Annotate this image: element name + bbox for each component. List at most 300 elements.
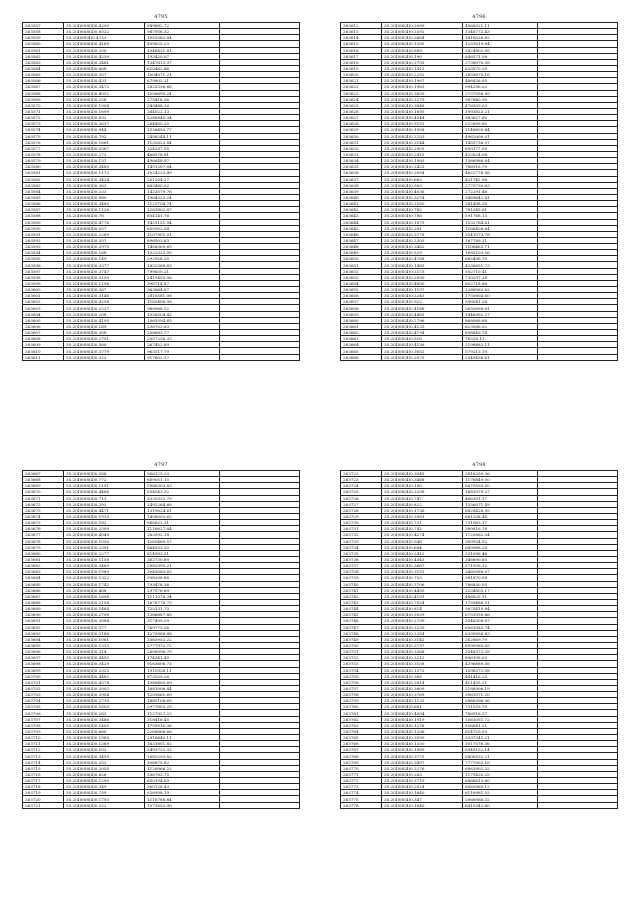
- row-code-cell: 35.2(4)0S(4)0.3153: [382, 569, 463, 575]
- row-amount-cell: 1386986.64: [463, 158, 538, 164]
- row-amount-cell: 1423579.76: [145, 188, 220, 194]
- row-amount-cell: 1676776.75: [145, 599, 220, 605]
- row-code-cell: 35.2(4)0S(4)0.2276: [382, 765, 463, 771]
- row-id-cell: 263558: [23, 29, 64, 35]
- row-code-cell: 35.2(4)0S8(4)0.4471: [64, 507, 145, 513]
- row-amount-cell: 466825.11: [463, 593, 538, 599]
- empty-cell: [538, 802, 618, 808]
- row-id-cell: 263615: [341, 41, 382, 47]
- row-code-cell: 35.2(4)0S8(4)0.1061: [64, 636, 145, 642]
- row-code-cell: 35.2(4)0S(4)0.2253: [382, 133, 463, 139]
- row-amount-cell: 2234803.17: [463, 587, 538, 593]
- row-code-cell: 35.2(4)0S8(4)0.1603: [64, 704, 145, 710]
- row-amount-cell: 6673593.50: [463, 483, 538, 489]
- row-amount-cell: 362730.89: [145, 556, 220, 562]
- row-code-cell: 35.2(4)0S8(4)0.351: [64, 237, 145, 243]
- row-id-cell: 263645: [341, 225, 382, 231]
- row-id-cell: 263583: [23, 182, 64, 188]
- row-amount-cell: 2549436.61: [463, 354, 538, 360]
- row-code-cell: 35.2(4)0S8(4)0.2002: [64, 685, 145, 691]
- table-title: 4796: [472, 14, 486, 20]
- row-id-cell: 263759: [341, 698, 382, 704]
- row-id-cell: 263584: [23, 188, 64, 194]
- row-amount-cell: 2816259.36: [463, 471, 538, 477]
- row-id-cell: 263606: [23, 323, 64, 329]
- row-amount-cell: 308206.86: [145, 575, 220, 581]
- row-code-cell: 35.2(4)0S(4)0.4136: [382, 342, 463, 348]
- row-code-cell: 35.2(4)0S8(4)0.2391: [64, 544, 145, 550]
- row-code-cell: 35.2(4)0S8(4)0.1369: [64, 741, 145, 747]
- row-amount-cell: 7777003.16: [463, 759, 538, 765]
- row-code-cell: 35.2(4)0S8(4)0.960: [64, 194, 145, 200]
- row-amount-cell: 6561083.74: [463, 624, 538, 630]
- row-code-cell: 35.2(4)0S8(4)0.367: [64, 287, 145, 293]
- row-amount-cell: 906129.20: [145, 471, 220, 477]
- row-amount-cell: 1964323.24: [145, 194, 220, 200]
- row-code-cell: 35.2(4)0S(4)0.388: [382, 673, 463, 679]
- row-code-cell: 35.2(4)0S8(4)0.1313: [64, 642, 145, 648]
- row-amount-cell: 926998.19: [145, 790, 220, 796]
- row-amount-cell: 1682293.82: [145, 753, 220, 759]
- row-code-cell: 35.2(4)0S(4)0.3468: [382, 477, 463, 483]
- row-id-cell: 263631: [341, 139, 382, 145]
- row-id-cell: 263762: [341, 716, 382, 722]
- row-id-cell: 263611: [23, 354, 64, 360]
- row-id-cell: 263705: [23, 704, 64, 710]
- row-amount-cell: 1759486.51: [463, 599, 538, 605]
- row-amount-cell: 846571.58: [463, 53, 538, 59]
- row-amount-cell: 917602.37: [145, 354, 220, 360]
- row-id-cell: 263677: [23, 532, 64, 538]
- row-amount-cell: 623586.52: [463, 323, 538, 329]
- row-amount-cell: 264022.13: [145, 108, 220, 114]
- row-amount-cell: 987640.30: [463, 96, 538, 102]
- row-id-cell: 263710: [23, 735, 64, 741]
- row-code-cell: 35.2(4)0S(4)0.2412: [382, 550, 463, 556]
- row-amount-cell: 879802.21: [145, 78, 220, 84]
- row-id-cell: 263612: [341, 23, 382, 29]
- row-id-cell: 263658: [341, 305, 382, 311]
- row-code-cell: 35.2(4)0S(4)0.681: [382, 704, 463, 710]
- row-amount-cell: 486826.05: [463, 78, 538, 84]
- row-id-cell: 263738: [341, 569, 382, 575]
- row-code-cell: 35.2(4)0S8(4)0.3485: [64, 164, 145, 170]
- row-amount-cell: 534043.32: [145, 489, 220, 495]
- row-amount-cell: 665496.79: [463, 256, 538, 262]
- row-id-cell: 263641: [341, 201, 382, 207]
- row-code-cell: 35.2(4)0S(4)0.1372: [382, 667, 463, 673]
- row-code-cell: 35.2(4)0S8(4)0.258: [64, 96, 145, 102]
- row-code-cell: 35.2(4)0S(4)0.1875: [382, 219, 463, 225]
- row-amount-cell: 275418.36: [145, 96, 220, 102]
- row-id-cell: 263632: [341, 145, 382, 151]
- row-code-cell: 35.2(4)0S(4)0.3981: [382, 513, 463, 519]
- row-amount-cell: 1116788.84: [145, 796, 220, 802]
- row-id-cell: 263680: [23, 550, 64, 556]
- row-code-cell: 35.2(4)0S8(4)0.792: [64, 133, 145, 139]
- row-amount-cell: 381870.08: [463, 575, 538, 581]
- row-code-cell: 35.2(4)0S(4)0.814: [382, 606, 463, 612]
- row-amount-cell: 1681006.44: [145, 685, 220, 691]
- row-id-cell: 263690: [23, 612, 64, 618]
- row-code-cell: 35.2(4)0S8(4)0.3480: [64, 201, 145, 207]
- row-code-cell: 35.2(4)0S8(4)0.4492: [64, 655, 145, 661]
- row-id-cell: 263764: [341, 728, 382, 734]
- row-id-cell: 263664: [341, 342, 382, 348]
- row-id-cell: 263696: [23, 649, 64, 655]
- row-amount-cell: 2268668.66: [145, 728, 220, 734]
- row-id-cell: 263726: [341, 495, 382, 501]
- row-id-cell: 263683: [23, 569, 64, 575]
- row-amount-cell: 856641.21: [463, 722, 538, 728]
- row-amount-cell: 3460588.07: [463, 569, 538, 575]
- row-amount-cell: 614729.59: [463, 728, 538, 734]
- row-amount-cell: 1885108.65: [145, 698, 220, 704]
- row-amount-cell: 1165406.98: [145, 299, 220, 305]
- row-amount-cell: 1116627.84: [145, 526, 220, 532]
- row-id-cell: 263699: [23, 667, 64, 673]
- row-code-cell: 35.2(4)0S8(4)0.772: [64, 477, 145, 483]
- row-id-cell: 263695: [23, 642, 64, 648]
- row-amount-cell: 1356690.24: [145, 90, 220, 96]
- row-id-cell: 263604: [23, 311, 64, 317]
- row-id-cell: 263716: [23, 771, 64, 777]
- row-code-cell: 35.2(4)0S(4)0.5153: [382, 121, 463, 127]
- row-id-cell: 263674: [23, 513, 64, 519]
- row-code-cell: 35.2(4)0S(4)0.3848: [382, 102, 463, 108]
- row-amount-cell: 2916640.11: [145, 735, 220, 741]
- row-amount-cell: 4962000.01: [463, 133, 538, 139]
- row-amount-cell: 1251619.64: [463, 41, 538, 47]
- row-id-cell: 263608: [23, 336, 64, 342]
- row-id-cell: 263609: [23, 342, 64, 348]
- row-code-cell: 35.2(4)0S8(4)0.868: [64, 65, 145, 71]
- row-id-cell: 263577: [23, 145, 64, 151]
- row-code-cell: 35.2(4)0S(4)0.2094: [382, 170, 463, 176]
- row-id-cell: 263570: [23, 102, 64, 108]
- row-code-cell: 35.2(4)0S(4)0.3497: [382, 759, 463, 765]
- row-code-cell: 35.2(4)0S8(4)0.1989: [64, 569, 145, 575]
- row-amount-cell: 731033.79: [463, 704, 538, 710]
- row-code-cell: 35.2(4)0S(4)0.180: [382, 483, 463, 489]
- row-id-cell: 263694: [23, 636, 64, 642]
- row-code-cell: 35.2(4)0S(4)0.3590: [382, 274, 463, 280]
- row-code-cell: 35.2(4)0S(4)0.3368: [382, 649, 463, 655]
- row-id-cell: 263560: [23, 41, 64, 47]
- row-amount-cell: 1166408.64: [463, 225, 538, 231]
- row-amount-cell: 855952.04: [145, 225, 220, 231]
- row-code-cell: 35.2(4)0S8(4)0.4482: [64, 673, 145, 679]
- row-code-cell: 35.2(4)0S(4)0.3664: [382, 35, 463, 41]
- row-id-cell: 263757: [341, 685, 382, 691]
- row-code-cell: 35.2(4)0S8(4)0.169: [64, 323, 145, 329]
- row-id-cell: 263667: [23, 471, 64, 477]
- row-amount-cell: 1256071.49: [463, 501, 538, 507]
- row-id-cell: 263760: [341, 704, 382, 710]
- row-amount-cell: 690177.09: [463, 145, 538, 151]
- row-amount-cell: 6949152.14: [463, 747, 538, 753]
- row-id-cell: 263557: [23, 23, 64, 29]
- row-code-cell: 35.2(4)0S8(4)0.3186: [64, 630, 145, 636]
- row-code-cell: 35.2(4)0S(4)0.3590: [382, 735, 463, 741]
- row-id-cell: 263679: [23, 544, 64, 550]
- row-code-cell: 35.2(4)0S8(4)0.2325: [64, 667, 145, 673]
- row-amount-cell: 1004071.21: [145, 72, 220, 78]
- row-id-cell: 263567: [23, 84, 64, 90]
- row-amount-cell: 989682.72: [145, 23, 220, 29]
- row-amount-cell: 2816581.08: [145, 293, 220, 299]
- row-amount-cell: 193420.07: [145, 53, 220, 59]
- row-code-cell: 35.2(4)0S(4)0.3239: [382, 624, 463, 630]
- row-amount-cell: 441416.25: [463, 673, 538, 679]
- row-code-cell: 35.2(4)0S(4)0.2305: [382, 237, 463, 243]
- row-amount-cell: 1571652.90: [145, 802, 220, 808]
- row-id-cell: 263626: [341, 108, 382, 114]
- row-amount-cell: 466578.81: [145, 151, 220, 157]
- row-code-cell: 35.2(4)0S(4)0.4543: [382, 556, 463, 562]
- row-amount-cell: 1127927.23: [145, 710, 220, 716]
- row-code-cell: 35.2(4)0S(4)0.1967: [382, 78, 463, 84]
- table-title: 4795: [154, 14, 168, 20]
- row-id-cell: 263725: [341, 489, 382, 495]
- row-id-cell: 263682: [23, 563, 64, 569]
- row-id-cell: 263669: [23, 483, 64, 489]
- row-code-cell: 35.2(4)0S(4)0.2592: [382, 29, 463, 35]
- row-amount-cell: 6466613.80: [463, 778, 538, 784]
- row-amount-cell: 258683.77: [145, 330, 220, 336]
- row-code-cell: 35.2(4)0S(4)0.1197: [382, 287, 463, 293]
- row-code-cell: 35.2(4)0S8(4)0.2710: [64, 698, 145, 704]
- row-code-cell: 35.2(4)0S(4)0.4186: [382, 305, 463, 311]
- row-amount-cell: 2186906.19: [463, 685, 538, 691]
- row-amount-cell: 2597236.33: [145, 336, 220, 342]
- row-amount-cell: 989968.32: [145, 305, 220, 311]
- row-code-cell: 35.2(4)0S(4)0.4753: [64, 35, 145, 41]
- row-code-cell: 35.2(4)0S(4)0.922: [382, 299, 463, 305]
- row-amount-cell: 341498.38: [463, 201, 538, 207]
- row-id-cell: 263747: [341, 624, 382, 630]
- row-amount-cell: 1685103.56: [463, 250, 538, 256]
- row-code-cell: 35.2(4)0S8(4)0.182: [64, 520, 145, 526]
- row-id-cell: 263704: [23, 698, 64, 704]
- row-id-cell: 263599: [23, 280, 64, 286]
- row-code-cell: 35.2(4)0S8(4)0.586: [64, 471, 145, 477]
- row-id-cell: 263654: [341, 280, 382, 286]
- row-amount-cell: 1681979.27: [463, 489, 538, 495]
- row-id-cell: 263768: [341, 753, 382, 759]
- row-amount-cell: 2456244.11: [145, 133, 220, 139]
- row-id-cell: 263697: [23, 655, 64, 661]
- row-code-cell: 35.2(4)0S8(4)0.1915: [64, 513, 145, 519]
- row-code-cell: 35.2(4)0S(4)0.3778: [382, 231, 463, 237]
- data-table: [340, 470, 618, 809]
- row-amount-cell: 2625336.68: [145, 84, 220, 90]
- row-code-cell: 35.2(4)0S(4)0.1640: [382, 802, 463, 808]
- row-code-cell: 35.2(4)0S8(4)0.3424: [64, 176, 145, 182]
- row-code-cell: 35.2(4)0S8(4)0.557: [64, 225, 145, 231]
- row-amount-cell: 292928.20: [145, 256, 220, 262]
- row-id-cell: 263755: [341, 673, 382, 679]
- row-id-cell: 263575: [23, 133, 64, 139]
- row-id-cell: 263625: [341, 102, 382, 108]
- row-amount-cell: 723131.73: [145, 606, 220, 612]
- row-code-cell: 35.2(4)0S(4)0.1983: [382, 84, 463, 90]
- row-code-cell: 35.2(4)0S8(4)0.3472: [64, 84, 145, 90]
- row-code-cell: 35.2(4)0S(4)0.1983: [382, 158, 463, 164]
- row-code-cell: 35.2(4)0S8(4)0.8522: [64, 29, 145, 35]
- row-code-cell: 35.2(4)0S8(4)0.1290: [64, 778, 145, 784]
- row-amount-cell: 6863902.32: [463, 765, 538, 771]
- row-code-cell: 35.2(4)0S8(4)0.1158: [64, 556, 145, 562]
- row-amount-cell: 802718.88: [463, 280, 538, 286]
- row-amount-cell: 863480.02: [145, 182, 220, 188]
- row-code-cell: 35.2(4)0S8(4)0.2637: [64, 121, 145, 127]
- row-code-cell: 35.2(4)0S8(4)0.468: [64, 587, 145, 593]
- row-amount-cell: 318416.45: [145, 716, 220, 722]
- row-id-cell: 263624: [341, 96, 382, 102]
- row-amount-cell: 610462.86: [145, 65, 220, 71]
- row-id-cell: 263745: [341, 612, 382, 618]
- row-code-cell: 35.2(4)0S(4)0.1276: [382, 722, 463, 728]
- row-id-cell: 263646: [341, 231, 382, 237]
- row-code-cell: 35.2(4)0S8(4)0.4776: [64, 219, 145, 225]
- row-code-cell: 35.2(4)0S(4)0.190: [382, 53, 463, 59]
- row-amount-cell: 833870.29: [463, 65, 538, 71]
- row-code-cell: 35.2(4)0S8(4)0.3954: [64, 692, 145, 698]
- row-code-cell: 35.2(4)0S(4)0.3652: [382, 348, 463, 354]
- row-amount-cell: 6116981.52: [463, 790, 538, 796]
- row-amount-cell: 3397341.21: [463, 735, 538, 741]
- row-id-cell: 263633: [341, 151, 382, 157]
- row-amount-cell: 1431151.94: [145, 219, 220, 225]
- row-id-cell: 263563: [23, 59, 64, 65]
- row-amount-cell: 1179430.25: [463, 771, 538, 777]
- row-amount-cell: 600194.69: [145, 778, 220, 784]
- row-amount-cell: 1111076.34: [145, 593, 220, 599]
- row-amount-cell: 1386400.69: [145, 679, 220, 685]
- row-amount-cell: 2655898.81: [463, 305, 538, 311]
- row-amount-cell: 1458003.62: [145, 513, 220, 519]
- row-id-cell: 263735: [341, 550, 382, 556]
- row-id-cell: 263613: [341, 29, 382, 35]
- row-id-cell: 263574: [23, 127, 64, 133]
- row-code-cell: 35.2(4)0S(4)0.2279: [382, 96, 463, 102]
- row-id-cell: 263750: [341, 642, 382, 648]
- row-code-cell: 35.2(4)0S(4)0.742: [382, 526, 463, 532]
- row-id-cell: 263771: [341, 771, 382, 777]
- row-code-cell: 35.2(4)0S8(4)0.560: [64, 342, 145, 348]
- row-amount-cell: 1176849.00: [463, 477, 538, 483]
- row-amount-cell: 1126966.22: [145, 765, 220, 771]
- row-code-cell: 35.2(4)0S(4)0.2903: [382, 145, 463, 151]
- row-id-cell: 263648: [341, 244, 382, 250]
- row-id-cell: 263729: [341, 513, 382, 519]
- table-panel-2: [340, 14, 618, 361]
- row-code-cell: 35.2(4)0S(4)0.589: [382, 47, 463, 53]
- row-id-cell: 263743: [341, 599, 382, 605]
- row-amount-cell: 987956.32: [145, 29, 220, 35]
- row-id-cell: 263736: [341, 556, 382, 562]
- row-amount-cell: 2775750.83: [463, 182, 538, 188]
- empty-cell: [220, 354, 300, 360]
- row-id-cell: 263702: [23, 685, 64, 691]
- table-panel-1: [22, 14, 300, 361]
- row-code-cell: 35.2(4)0S(4)0.4495: [382, 587, 463, 593]
- row-id-cell: 263713: [23, 753, 64, 759]
- row-code-cell: 35.2(4)0S(4)0.2075: [382, 354, 463, 360]
- row-amount-cell: 336783.75: [145, 771, 220, 777]
- row-code-cell: 35.2(4)0S(4)0.3769: [382, 692, 463, 698]
- row-id-cell: 263597: [23, 268, 64, 274]
- row-id-cell: 263770: [341, 765, 382, 771]
- row-amount-cell: 1288563.82: [463, 287, 538, 293]
- row-id-cell: 263657: [341, 299, 382, 305]
- row-amount-cell: 1123704.74: [145, 201, 220, 207]
- row-id-cell: 263582: [23, 176, 64, 182]
- row-code-cell: 35.2(4)0S(4)0.7024: [382, 599, 463, 605]
- row-code-cell: 35.2(4)0S8(4)0.3159: [64, 274, 145, 280]
- row-amount-cell: 1759916.36: [145, 722, 220, 728]
- row-code-cell: 35.2(4)0S8(4)0.2269: [64, 231, 145, 237]
- row-id-cell: 263618: [341, 59, 382, 65]
- row-amount-cell: 2492264.68: [145, 501, 220, 507]
- row-code-cell: 35.2(4)0S8(4)0.149: [64, 256, 145, 262]
- row-id-cell: 263573: [23, 121, 64, 127]
- row-amount-cell: 1053382.04: [145, 35, 220, 41]
- row-id-cell: 263737: [341, 563, 382, 569]
- row-code-cell: 35.2(4)0S(4)0.983: [382, 182, 463, 188]
- row-amount-cell: 317499.29: [145, 618, 220, 624]
- row-id-cell: 263722: [341, 471, 382, 477]
- row-id-cell: 263741: [341, 587, 382, 593]
- row-amount-cell: 4966021.11: [463, 23, 538, 29]
- row-id-cell: 263687: [23, 593, 64, 599]
- data-table: [22, 470, 300, 809]
- row-id-cell: 263670: [23, 489, 64, 495]
- row-code-cell: 35.2(4)0S8(4)0.2227: [64, 305, 145, 311]
- row-id-cell: 263598: [23, 274, 64, 280]
- row-code-cell: 35.2(4)0S(4)0.3462: [382, 244, 463, 250]
- row-amount-cell: 6999969.85: [463, 642, 538, 648]
- row-code-cell: 35.2(4)0S8(4)0.3779: [64, 348, 145, 354]
- row-id-cell: 263761: [341, 710, 382, 716]
- row-id-cell: 263672: [23, 501, 64, 507]
- row-id-cell: 263732: [341, 532, 382, 538]
- row-code-cell: 35.2(4)0S8(4)0.4258: [64, 299, 145, 305]
- row-code-cell: 35.2(4)0S(4)0.3609: [382, 685, 463, 691]
- row-amount-cell: 1348772.43: [463, 29, 538, 35]
- row-amount-cell: 201204.27: [145, 176, 220, 182]
- row-id-cell: 263663: [341, 336, 382, 342]
- row-amount-cell: 793478.26: [145, 581, 220, 587]
- row-amount-cell: 389934.52: [463, 538, 538, 544]
- row-code-cell: 35.2(4)0S(4)0.1640: [382, 790, 463, 796]
- row-id-cell: 263655: [341, 287, 382, 293]
- row-code-cell: 35.2(4)0S8(4)0.1793: [64, 796, 145, 802]
- row-id-cell: 263746: [341, 618, 382, 624]
- row-code-cell: 35.2(4)0S8(4)0.3377: [64, 262, 145, 268]
- row-code-cell: 35.2(4)0S8(4)0.4049: [64, 532, 145, 538]
- row-code-cell: 35.2(4)0S(4)0.1330: [382, 741, 463, 747]
- row-code-cell: 35.2(4)0S8(4)0.252: [64, 759, 145, 765]
- row-code-cell: 35.2(4)0S(4)0.1736: [382, 507, 463, 513]
- row-code-cell: 35.2(4)0S8(4)0.2277: [64, 550, 145, 556]
- row-code-cell: 35.2(4)0S8(4)0.2751: [64, 336, 145, 342]
- row-amount-cell: 466301.17: [463, 495, 538, 501]
- row-id-cell: 263774: [341, 790, 382, 796]
- row-code-cell: 35.2(4)0S(4)0.281: [382, 225, 463, 231]
- row-id-cell: 263590: [23, 225, 64, 231]
